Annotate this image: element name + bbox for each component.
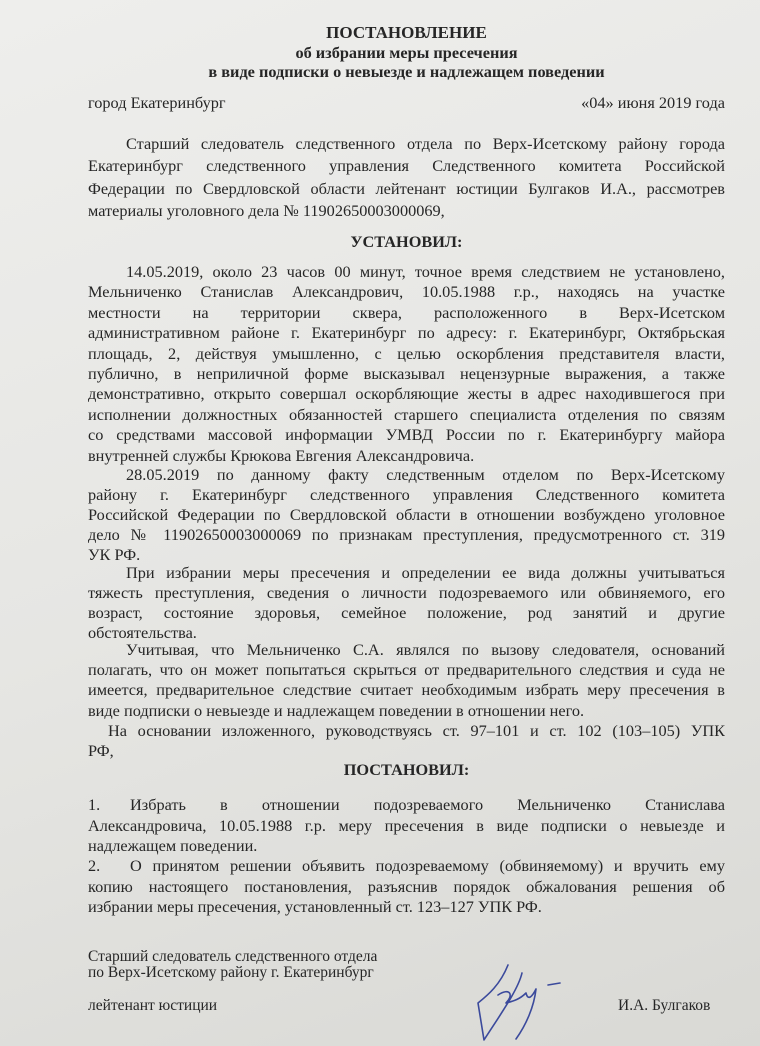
decision-item-line: избрании меры пресечения, установленный ст. 123–127 УПК РФ.: [88, 897, 542, 916]
preamble-line: Федерации по Свердловской области лейтенант юстиции Булгаков И.А., рассмотрев: [88, 178, 725, 198]
document-subtitle: об избрании меры пресечения: [295, 43, 518, 62]
fact-paragraph-line: возраст, состояние здоровья, семейное положение, род занятий и другие: [88, 603, 725, 622]
signatory-position: Старший следователь следственного отдела: [88, 948, 378, 965]
decision-text: О принятом решении объявить подозреваемому (обвиняемому) и вручить ему: [130, 856, 725, 875]
signatory-position: по Верх-Исетскому району г. Екатеринбург: [88, 964, 374, 981]
fact-paragraph-line: внутренней службы Крюкова Евгения Александровича.: [88, 445, 475, 465]
preamble-line: Старший следователь следственного отдела по Верх-Исетскому району города: [126, 134, 725, 153]
fact-paragraph-line: Учитывая, что Мельниченко С.А. являлся по вызову следователя, оснований: [126, 640, 725, 659]
fact-paragraph-line: 14.05.2019, около 23 часов 00 минут, точное время следствием не установлено,: [126, 262, 725, 281]
decision-text: Избрать в отношении подозреваемого Мельниченко Станислава: [130, 795, 725, 814]
date: «04» июня 2019 года: [581, 93, 725, 112]
fact-paragraph-line: 28.05.2019 по данному факту следственным отделом по Верх-Исетскому: [126, 465, 725, 484]
decision-item-line: [88, 856, 725, 876]
preamble-line: материалы уголовного дела № 11902650003000069,: [88, 200, 445, 220]
basis-line: РФ,: [88, 741, 114, 760]
fact-paragraph-line: обстоятельства.: [88, 623, 197, 642]
section-heading-resolved: ПОСТАНОВИЛ:: [343, 760, 470, 779]
fact-paragraph-line: При избрании меры пресечения и определении ее вида должны учитываться: [126, 563, 725, 582]
decision-item-line: [88, 795, 725, 815]
decision-number: 1.: [88, 795, 101, 814]
section-heading-established: УСТАНОВИЛ:: [350, 232, 463, 251]
decision-number: 2.: [88, 856, 101, 875]
fact-paragraph-line: демонстративно, открыто совершал оскорбляющие жесты в адрес находившегося при: [88, 384, 725, 404]
decision-item-line: копию настоящего постановления, разъяснив порядок обжалования решения об: [88, 876, 725, 896]
fact-paragraph-line: площадь, 2, действуя умышленно, с целью оскорбления представителя власти,: [88, 343, 725, 363]
fact-paragraph-line: Российской Федерации по Свердловской области в отношении возбуждено уголовное: [88, 505, 725, 524]
document-subtitle: в виде подписки о невыезде и надлежащем поведении: [208, 62, 605, 81]
fact-paragraph-line: местности на территории сквера, расположенного в Верх-Исетском: [88, 302, 725, 322]
document-title: ПОСТАНОВЛЕНИЕ: [326, 23, 487, 42]
fact-paragraph-line: административном районе г. Екатеринбург по адресу: г. Екатеринбург, Октябрьская: [88, 323, 725, 343]
preamble-line: Екатеринбург следственного управления Следственного комитета Российской: [88, 156, 725, 176]
signatory-name: И.А. Булгаков: [618, 997, 711, 1014]
fact-paragraph-line: тяжесть преступления, сведения о личности подозреваемого или обвиняемого, его: [88, 583, 725, 602]
fact-paragraph-line: дело № 11902650003000069 по признакам преступления, предусмотренного ст. 319: [88, 525, 725, 544]
fact-paragraph-line: исполнении должностных обязанностей старшего специалиста отделения по связям: [88, 404, 725, 424]
fact-paragraph-line: УК РФ.: [88, 545, 141, 564]
fact-paragraph-line: Мельниченко Станислав Александрович, 10.05.1988 г.р., находясь на участке: [88, 282, 725, 302]
fact-paragraph-line: району г. Екатеринбург следственного управления Следственного комитета: [88, 485, 725, 504]
fact-paragraph-line: виде подписки о невыезде и надлежащем поведении в отношении него.: [88, 700, 585, 720]
decision-item-line: Александровича, 10.05.1988 г.р. меру пресечения в виде подписки о невыезде и: [88, 815, 725, 835]
basis-line: На основании изложенного, руководствуясь ст. 97–101 и ст. 102 (103–105) УПК: [108, 721, 725, 740]
decision-item-line: надлежащем поведении.: [88, 836, 258, 855]
handwritten-signature: [470, 955, 580, 1045]
city: город Екатеринбург: [88, 93, 226, 112]
fact-paragraph-line: со средствами массовой информации УМВД России по г. Екатеринбургу майора: [88, 425, 725, 445]
fact-paragraph-line: публично, в неприличной форме высказывал нецензурные выражения, а также: [88, 364, 725, 383]
fact-paragraph-line: имеется, предварительное следствие считает необходимым избрать меру пресечения в: [88, 680, 725, 700]
signatory-rank: лейтенант юстиции: [88, 997, 218, 1014]
fact-paragraph-line: полагать, что он может попытаться скрыться от предварительного следствия и суда не: [88, 660, 725, 680]
